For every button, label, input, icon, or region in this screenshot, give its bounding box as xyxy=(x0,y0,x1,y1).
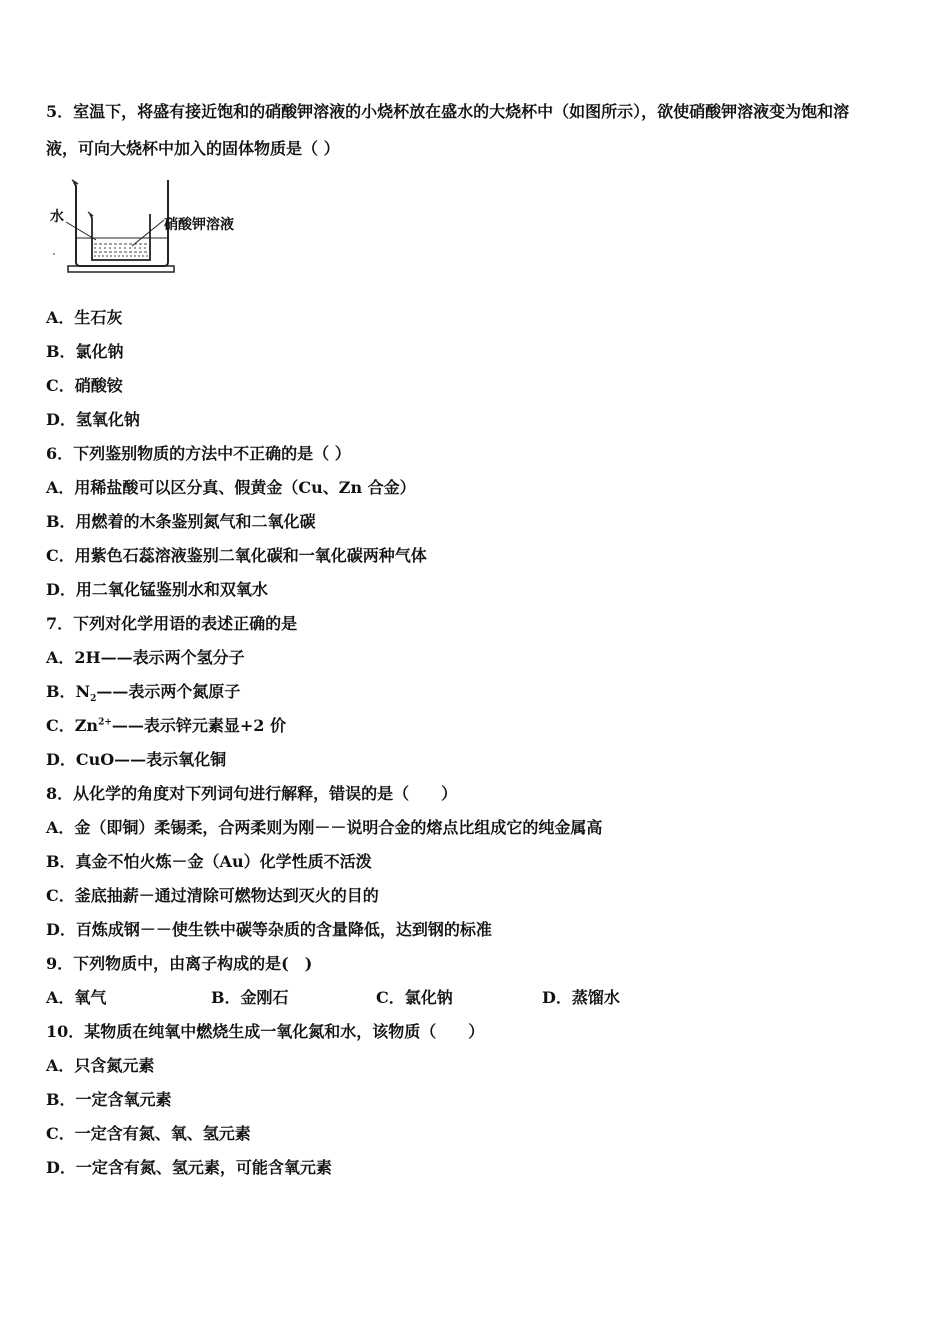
q5-stem-line2: 液，可向大烧杯中加入的固体物质是（ ） xyxy=(46,139,340,158)
q8-option-d: D．百炼成钢－－使生铁中碳等杂质的含量降低，达到钢的标准 xyxy=(46,920,492,939)
q9-option-b: B．金刚石 xyxy=(211,988,289,1007)
q9-option-d: D．蒸馏水 xyxy=(542,988,620,1007)
q9-options xyxy=(46,988,846,1010)
q9-option-a: A．氧气 xyxy=(46,988,107,1007)
q9-option-c: C．氯化钠 xyxy=(376,988,453,1007)
beaker-figure xyxy=(46,174,256,284)
q7-option-d: D．CuO——表示氧化铜 xyxy=(46,750,227,769)
q5-stem-line1: 5．室温下，将盛有接近饱和的硝酸钾溶液的小烧杯放在盛水的大烧杯中（如图所示），欲使硝酸钾溶液变为饱和溶 xyxy=(46,102,850,121)
q9-stem: 9．下列物质中，由离子构成的是( ) xyxy=(46,954,313,973)
q6-stem: 6．下列鉴别物质的方法中不正确的是（ ） xyxy=(46,444,351,463)
q7-stem: 7．下列对化学用语的表述正确的是 xyxy=(46,614,298,633)
label-water: 水 xyxy=(50,209,64,225)
q5-option-d: D．氢氧化钠 xyxy=(46,410,140,429)
q8-option-c: C．釜底抽薪－通过清除可燃物达到灭火的目的 xyxy=(46,886,379,905)
q8-option-b: B．真金不怕火炼－金（Au）化学性质不活泼 xyxy=(46,852,372,871)
q10-option-d: D．一定含有氮、氢元素，可能含氧元素 xyxy=(46,1158,332,1177)
label-solution: 硝酸钾溶液 xyxy=(164,217,234,233)
q8-stem: 8．从化学的角度对下列词句进行解释，错误的是（ ） xyxy=(46,784,458,803)
q8-option-a: A．金（即铜）柔锡柔，合两柔则为刚－－说明合金的熔点比组成它的纯金属高 xyxy=(46,818,603,837)
q7-option-a: A．2H——表示两个氢分子 xyxy=(46,648,245,667)
q6-option-a: A．用稀盐酸可以区分真、假黄金（Cu、Zn 合金） xyxy=(46,478,416,497)
q10-stem: 10．某物质在纯氧中燃烧生成一氧化氮和水，该物质（ ） xyxy=(46,1022,485,1041)
q7-option-b: B．$N_2——$表示两个氮原子 xyxy=(46,682,241,705)
q5-option-a: A．生石灰 xyxy=(46,308,123,327)
q6-option-d: D．用二氧化锰鉴别水和双氧水 xyxy=(46,580,268,599)
q6-option-c: C．用紫色石蕊溶液鉴别二氧化碳和一氧化碳两种气体 xyxy=(46,546,427,565)
q7-option-c: C．$Zn^{2+}——$表示锌元素显+2 价 xyxy=(46,716,286,735)
q5-option-b: B．氯化钠 xyxy=(46,342,124,361)
q10-option-b: B．一定含氧元素 xyxy=(46,1090,172,1109)
q5-option-c: C．硝酸铵 xyxy=(46,376,123,395)
q10-option-a: A．只含氮元素 xyxy=(46,1056,155,1075)
q6-option-b: B．用燃着的木条鉴别氮气和二氧化碳 xyxy=(46,512,316,531)
q10-option-c: C．一定含有氮、氧、氢元素 xyxy=(46,1124,251,1143)
